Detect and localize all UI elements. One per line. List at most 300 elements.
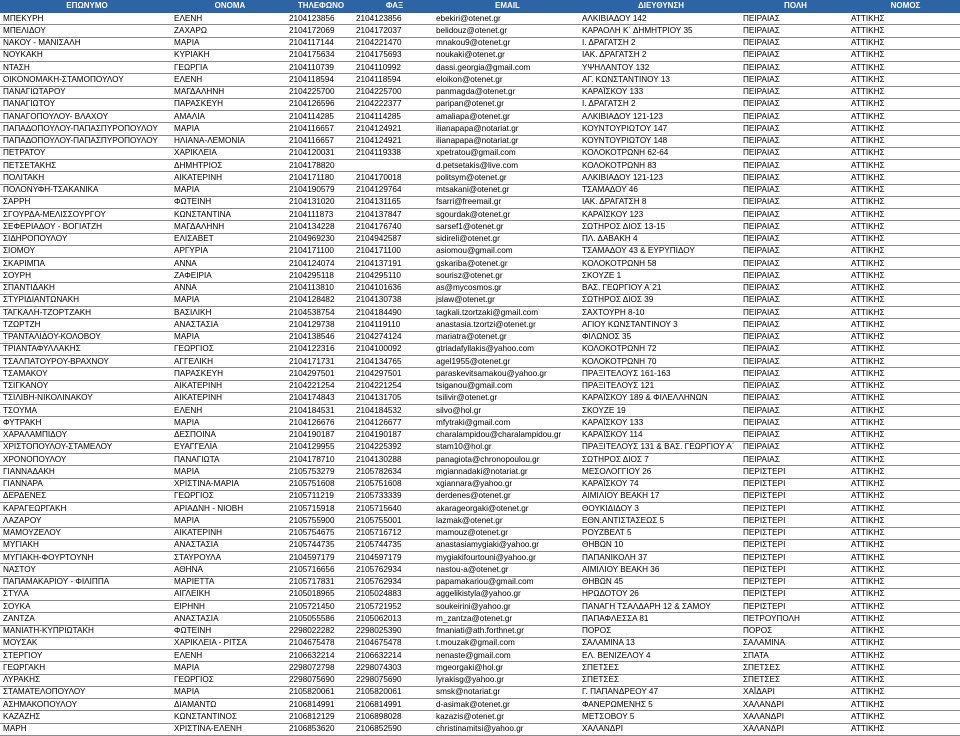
surname-cell: ΚΑΖΑΖΗΣ [0, 711, 171, 723]
prefecture-cell: ΑΤΤΙΚΗΣ [848, 650, 960, 662]
fax-cell: 2106852590 [353, 723, 433, 735]
email-cell: panagiota@chronopoulou.gr [433, 454, 579, 466]
surname-cell: ΤΣΙΛΙΒΗ-ΝΙΚΟΛΙΝΑΚΟΥ [0, 392, 171, 404]
city-cell: ΠΕΙΡΑΙΑΣ [740, 441, 848, 453]
fax-cell: 2104597179 [353, 552, 433, 564]
name-cell: ΠΑΡΑΣΚΕΥΗ [171, 98, 286, 110]
address-cell: ΣΩΤΗΡΟΣ ΔΙΟΣ 13-15 [579, 221, 740, 233]
phone-cell: 2104190187 [286, 429, 353, 441]
name-cell: ΕΛΕΝΗ [171, 405, 286, 417]
prefecture-cell: ΑΤΤΙΚΗΣ [848, 74, 960, 86]
table-row [0, 527, 960, 539]
address-cell: ΙΑΚ. ΔΡΑΓΑΤΣΗ 8 [579, 196, 740, 208]
surname-cell: ΝΑΚΟΥ - ΜΑΝΙΣΑΛΗ [0, 37, 171, 49]
prefecture-cell: ΑΤΤΙΚΗΣ [848, 196, 960, 208]
address-cell: ΑΓΙΟΥ ΚΩΝΣΤΑΝΤΙΝΟΥ 3 [579, 319, 740, 331]
name-cell: ΑΙΚΑΤΕΡΙΝΗ [171, 392, 286, 404]
phone-cell: 2105753279 [286, 466, 353, 478]
address-cell: Ι. ΔΡΑΓΑΤΣΗ 2 [579, 37, 740, 49]
fax-cell: 2104124921 [353, 123, 433, 135]
surname-cell: ΤΣΟΥΜΑ [0, 405, 171, 417]
phone-cell: 2104138546 [286, 331, 353, 343]
surname-cell: ΧΡΟΝΟΠΟΥΛΟΥ [0, 454, 171, 466]
email-cell: stam10@hol.gr [433, 441, 579, 453]
email-cell: silvo@hol.gr [433, 405, 579, 417]
email-cell: mamouz@otenet.gr [433, 527, 579, 539]
table-row [0, 478, 960, 490]
table-row [0, 515, 960, 527]
prefecture-cell: ΑΤΤΙΚΗΣ [848, 282, 960, 294]
address-cell: ΦΑΝΕΡΩΜΕΝΗΣ 5 [579, 699, 740, 711]
city-cell: ΠΕΙΡΑΙΑΣ [740, 319, 848, 331]
name-cell: ΑΝΑΣΤΑΣΙΑ [171, 613, 286, 625]
name-cell: ΓΕΩΡΓΙΟΣ [171, 674, 286, 686]
name-cell: ΦΩΤΕΙΝΗ [171, 625, 286, 637]
prefecture-cell: ΑΤΤΙΚΗΣ [848, 258, 960, 270]
name-cell: ΜΑΓΔΑΛΗΝΗ [171, 86, 286, 98]
address-cell: ΣΑΛΑΜΙΝΑ 13 [579, 637, 740, 649]
fax-cell: 2104170018 [353, 172, 433, 184]
header-name: ΟΝΟΜΑ [171, 0, 286, 13]
surname-cell: ΤΖΩΡΤΖΗ [0, 319, 171, 331]
address-cell: ΑΛΚΙΒΙΑΔΟΥ 121-123 [579, 111, 740, 123]
email-cell: d-asimak@otenet.gr [433, 699, 579, 711]
prefecture-cell: ΑΤΤΙΚΗΣ [848, 245, 960, 257]
name-cell: ΓΕΩΡΓΙΟΣ [171, 343, 286, 355]
city-cell: ΠΕΙΡΑΙΑΣ [740, 147, 848, 159]
prefecture-cell: ΑΤΤΙΚΗΣ [848, 674, 960, 686]
fax-cell: 2104190187 [353, 429, 433, 441]
table-row [0, 466, 960, 478]
prefecture-cell: ΑΤΤΙΚΗΣ [848, 466, 960, 478]
city-cell: ΠΕΙΡΑΙΑΣ [740, 111, 848, 123]
name-cell: ΕΛΕΝΗ [171, 650, 286, 662]
prefecture-cell: ΑΤΤΙΚΗΣ [848, 343, 960, 355]
city-cell: ΣΠΑΤΑ [740, 650, 848, 662]
fax-cell: 2104123856 [353, 13, 433, 25]
fax-cell: 2105762934 [353, 576, 433, 588]
city-cell: ΠΕΡΙΣΤΕΡΙ [740, 490, 848, 502]
name-cell: ΑΡΙΑΔΝΗ - ΝΙΟΒΗ [171, 503, 286, 515]
email-cell: derdenes@otenet.gr [433, 490, 579, 502]
table-row [0, 503, 960, 515]
table-row [0, 552, 960, 564]
surname-cell: ΔΕΡΔΕΝΕΣ [0, 490, 171, 502]
name-cell: ΖΑΦΕΙΡΙΑ [171, 270, 286, 282]
prefecture-cell: ΑΤΤΙΚΗΣ [848, 588, 960, 600]
surname-cell: ΠΑΠΑΜΑΚΑΡΙΟΥ - ΦΙΛΙΠΠΑ [0, 576, 171, 588]
fax-cell: 2104118594 [353, 74, 433, 86]
city-cell: ΠΕΙΡΑΙΑΣ [740, 196, 848, 208]
surname-cell: ΠΕΤΣΕΤΑΚΗΣ [0, 160, 171, 172]
prefecture-cell: ΑΤΤΙΚΗΣ [848, 98, 960, 110]
fax-cell: 2104184490 [353, 307, 433, 319]
phone-cell: 2298022282 [286, 625, 353, 637]
phone-cell: 2104129738 [286, 319, 353, 331]
fax-cell: 2104130738 [353, 294, 433, 306]
surname-cell: ΣΤΕΡΓΙΟΥ [0, 650, 171, 662]
surname-cell: ΣΑΡΡΗ [0, 196, 171, 208]
name-cell: ΑΘΗΝΑ [171, 564, 286, 576]
city-cell: ΠΕΙΡΑΙΑΣ [740, 86, 848, 98]
name-cell: ΠΑΝΑΓΙΩΤΑ [171, 454, 286, 466]
name-cell: ΑΙΚΑΤΕΡΙΝΗ [171, 380, 286, 392]
phone-cell: 2104122316 [286, 343, 353, 355]
address-cell: ΘΟΥΚΙΔΙΔΟΥ 3 [579, 503, 740, 515]
surname-cell: ΜΑΝΙΑΤΗ-ΚΥΠΡΙΩΤΑΚΗ [0, 625, 171, 637]
name-cell: ΗΛΙΑΝΑ-ΛΕΜΟΝΙΑ [171, 135, 286, 147]
city-cell: ΠΕΙΡΑΙΑΣ [740, 368, 848, 380]
phone-cell: 2104538754 [286, 307, 353, 319]
surname-cell: ΠΑΝΑΓΙΩΤΟΥ [0, 98, 171, 110]
name-cell: ΜΑΡΙΑ [171, 466, 286, 478]
prefecture-cell: ΑΤΤΙΚΗΣ [848, 503, 960, 515]
email-cell: asiomou@gmail.com [433, 245, 579, 257]
table-row [0, 368, 960, 380]
city-cell: ΠΕΡΙΣΤΕΡΙ [740, 552, 848, 564]
header-phone: ΤΗΛΕΦΩΝΟ [286, 0, 353, 13]
name-cell: ΣΤΑΥΡΟΥΛΑ [171, 552, 286, 564]
phone-cell: 2104171100 [286, 245, 353, 257]
table-row [0, 356, 960, 368]
phone-cell: 2104124074 [286, 258, 353, 270]
prefecture-cell: ΑΤΤΙΚΗΣ [848, 392, 960, 404]
email-cell: mygiakifourtouni@yahoo.gr [433, 552, 579, 564]
fax-cell: 2104221470 [353, 37, 433, 49]
email-cell: tsilivir@otenet.gr [433, 392, 579, 404]
surname-cell: ΣΕΦΕΡΙΑΔΟΥ - ΒΟΓΙΑΤΖΗ [0, 221, 171, 233]
table-row [0, 74, 960, 86]
fax-cell: 2104131165 [353, 196, 433, 208]
prefecture-cell: ΑΤΤΙΚΗΣ [848, 37, 960, 49]
name-cell: ΑΙΚΑΤΕΡΙΝΗ [171, 527, 286, 539]
city-cell: ΠΟΡΟΣ [740, 625, 848, 637]
phone-cell: 2106812129 [286, 711, 353, 723]
phone-cell: 2298075690 [286, 674, 353, 686]
address-cell: ΜΕΤΣΟΒΟΥ 5 [579, 711, 740, 723]
name-cell: ΚΩΝΣΤΑΝΤΙΝΑ [171, 209, 286, 221]
surname-cell: ΠΑΝΑΓΙΩΤΑΡΟΥ [0, 86, 171, 98]
name-cell: ΜΑΡΙΑ [171, 686, 286, 698]
city-cell: ΠΕΙΡΑΙΑΣ [740, 282, 848, 294]
phone-cell: 2105751608 [286, 478, 353, 490]
city-cell: ΠΕΙΡΑΙΑΣ [740, 172, 848, 184]
email-cell: noukaki@otenet.gr [433, 49, 579, 61]
table-row [0, 674, 960, 686]
fax-cell: 2104110992 [353, 62, 433, 74]
fax-cell: 2104176740 [353, 221, 433, 233]
prefecture-cell: ΑΤΤΙΚΗΣ [848, 270, 960, 282]
city-cell: ΠΕΙΡΑΙΑΣ [740, 331, 848, 343]
table-row [0, 392, 960, 404]
address-cell: ΒΑΣ. ΓΕΩΡΓΙΟΥ Α΄21 [579, 282, 740, 294]
table-row [0, 307, 960, 319]
phone-cell: 2106853620 [286, 723, 353, 735]
email-cell: papamakariou@gmail.com [433, 576, 579, 588]
name-cell: ΑΝΝΑ [171, 282, 286, 294]
email-cell: eloikon@otenet.gr [433, 74, 579, 86]
email-cell: lazmak@otenet.gr [433, 515, 579, 527]
table-row [0, 650, 960, 662]
prefecture-cell: ΑΤΤΙΚΗΣ [848, 160, 960, 172]
city-cell: ΠΕΙΡΑΙΑΣ [740, 245, 848, 257]
city-cell: ΧΑΛΑΝΔΡΙ [740, 699, 848, 711]
table-row [0, 576, 960, 588]
address-cell: ΑΛΚΙΒΙΑΔΟΥ 121-123 [579, 172, 740, 184]
table-row [0, 343, 960, 355]
table-row [0, 331, 960, 343]
name-cell: ΕΛΕΝΗ [171, 74, 286, 86]
table-row [0, 454, 960, 466]
email-cell: mfytraki@gmail.com [433, 417, 579, 429]
city-cell: ΠΕΙΡΑΙΑΣ [740, 417, 848, 429]
fax-cell: 2104131705 [353, 392, 433, 404]
name-cell: ΑΝΑΣΤΑΣΙΑ [171, 539, 286, 551]
name-cell: ΑΝΑΣΤΑΣΙΑ [171, 319, 286, 331]
prefecture-cell: ΑΤΤΙΚΗΣ [848, 368, 960, 380]
name-cell: ΒΑΣΙΛΙΚΗ [171, 307, 286, 319]
surname-cell: ΜΠΕΚΥΡΗ [0, 13, 171, 25]
surname-cell: ΠΟΛΙΤΑΚΗ [0, 172, 171, 184]
city-cell: ΠΕΙΡΑΙΑΣ [740, 184, 848, 196]
phone-cell: 2105711219 [286, 490, 353, 502]
fax-cell: 2104130288 [353, 454, 433, 466]
fax-cell: 2105716712 [353, 527, 433, 539]
surname-cell: ΧΑΡΑΛΑΜΠΙΔΟΥ [0, 429, 171, 441]
surname-cell: ΑΣΗΜΑΚΟΠΟΥΛΟΥ [0, 699, 171, 711]
prefecture-cell: ΑΤΤΙΚΗΣ [848, 307, 960, 319]
phone-cell: 2104114285 [286, 111, 353, 123]
email-cell: xgiannara@yahoo.gr [433, 478, 579, 490]
prefecture-cell: ΑΤΤΙΚΗΣ [848, 564, 960, 576]
fax-cell: 2106632214 [353, 650, 433, 662]
email-cell: mariatra@otenet.gr [433, 331, 579, 343]
table-row [0, 294, 960, 306]
fax-cell: 2104274124 [353, 331, 433, 343]
address-cell: ΠΟΡΟΣ [579, 625, 740, 637]
name-cell: ΔΕΣΠΟΙΝΑ [171, 429, 286, 441]
fax-cell: 2105733339 [353, 490, 433, 502]
header-fax: ΦΑΞ [353, 0, 433, 13]
surname-cell: ΓΙΑΝΝΑΔΑΚΗ [0, 466, 171, 478]
fax-cell: 2104119110 [353, 319, 433, 331]
prefecture-cell: ΑΤΤΙΚΗΣ [848, 527, 960, 539]
header-prefecture: ΝΟΜΟΣ [848, 0, 960, 13]
address-cell: ΕΘΝ.ΑΝΤΙΣΤΑΣΕΩΣ 5 [579, 515, 740, 527]
surname-cell: ΜΥΓΙΑΚΗ-ΦΟΥΡΤΟΥΝΗ [0, 552, 171, 564]
surname-cell: ΣΤΥΛΑ [0, 588, 171, 600]
phone-cell: 2104221254 [286, 380, 353, 392]
prefecture-cell: ΑΤΤΙΚΗΣ [848, 135, 960, 147]
city-cell: ΠΕΙΡΑΙΑΣ [740, 307, 848, 319]
address-cell: ΑΙΜΙΛΙΟΥ ΒΕΑΚΗ 36 [579, 564, 740, 576]
city-cell: ΣΠΕΤΣΕΣ [740, 662, 848, 674]
surname-cell: ΣΓΟΥΡΔΑ-ΜΕΛΙΣΣΟΥΡΓΟΥ [0, 209, 171, 221]
surname-cell: ΤΡΑΝΤΑΛΙΔΟΥ-ΚΟΛΟΒΟΥ [0, 331, 171, 343]
email-cell: nenaste@gmail.com [433, 650, 579, 662]
phone-cell: 2105018965 [286, 588, 353, 600]
phone-cell: 2104113810 [286, 282, 353, 294]
prefecture-cell: ΑΤΤΙΚΗΣ [848, 613, 960, 625]
city-cell: ΠΕΙΡΑΙΑΣ [740, 25, 848, 37]
city-cell: ΠΕΡΙΣΤΕΡΙ [740, 515, 848, 527]
surname-cell: ΤΑΓΚΑΛΗ-ΤΖΟΡΤΖΑΚΗ [0, 307, 171, 319]
city-cell: ΧΑΛΑΝΔΡΙ [740, 723, 848, 735]
phone-cell: 2104131020 [286, 196, 353, 208]
phone-cell: 2104171180 [286, 172, 353, 184]
name-cell: ΜΑΡΙΑ [171, 123, 286, 135]
fax-cell: 2105721952 [353, 601, 433, 613]
fax-cell: 2298074303 [353, 662, 433, 674]
prefecture-cell: ΑΤΤΙΚΗΣ [848, 49, 960, 61]
address-cell: ΠΡΑΞΙΤΕΛΟΥΣ 161-163 [579, 368, 740, 380]
table-row [0, 86, 960, 98]
table-row [0, 160, 960, 172]
address-cell: ΚΟΛΟΚΟΤΡΩΝΗ 72 [579, 343, 740, 355]
address-cell: Ι. ΔΡΑΓΑΤΣΗ 2 [579, 98, 740, 110]
phone-cell: 2298072798 [286, 662, 353, 674]
prefecture-cell: ΑΤΤΙΚΗΣ [848, 552, 960, 564]
name-cell: ΚΩΝΣΤΑΝΤΙΝΟΣ [171, 711, 286, 723]
address-cell: ΚΟΥΝΤΟΥΡΙΩΤΟΥ 148 [579, 135, 740, 147]
phone-cell: 2104225700 [286, 86, 353, 98]
surname-cell: ΣΠΑΝΤΙΔΑΚΗ [0, 282, 171, 294]
city-cell: ΣΠΕΤΣΕΣ [740, 674, 848, 686]
prefecture-cell: ΑΤΤΙΚΗΣ [848, 723, 960, 735]
phone-cell: 2105717831 [286, 576, 353, 588]
surname-cell: ΝΤΑΣΗ [0, 62, 171, 74]
surname-cell: ΠΟΛΟΝΥΦΗ-ΤΣΑΚΑΝΙΚΑ [0, 184, 171, 196]
email-cell: dassi.georgia@gmail.com [433, 62, 579, 74]
phone-cell: 2105755900 [286, 515, 353, 527]
city-cell: ΠΕΡΙΣΤΕΡΙ [740, 466, 848, 478]
table-row [0, 98, 960, 110]
phone-cell: 2105721450 [286, 601, 353, 613]
surname-cell: ΤΣΑΛΠΑΤΟΥΡΟΥ-ΒΡΑΧΝΟΥ [0, 356, 171, 368]
surname-cell: ΜΟΥΣΑΚ [0, 637, 171, 649]
surname-cell: ΣΙΟΜΟΥ [0, 245, 171, 257]
city-cell: ΠΕΡΙΣΤΕΡΙ [740, 527, 848, 539]
city-cell: ΠΕΙΡΑΙΑΣ [740, 98, 848, 110]
name-cell: ΜΑΡΙΑ [171, 662, 286, 674]
email-cell: mnakou9@otenet.gr [433, 37, 579, 49]
header-row [0, 0, 960, 13]
address-cell: ΠΑΠΑΦΛΕΣΣΑ 81 [579, 613, 740, 625]
email-cell: kazazis@otenet.gr [433, 711, 579, 723]
surname-cell: ΜΑΜΟΥΖΕΛΟΥ [0, 527, 171, 539]
email-cell: christinamitsi@yahoo.gr [433, 723, 579, 735]
city-cell: ΠΕΙΡΑΙΑΣ [740, 123, 848, 135]
address-cell: ΠΡΑΞΙΤΕΛΟΥΣ 121 [579, 380, 740, 392]
email-cell: soukeirini@yahoo.gr [433, 601, 579, 613]
fax-cell: 2104675478 [353, 637, 433, 649]
email-cell: ilianapapa@notariat.gr [433, 123, 579, 135]
table-row [0, 662, 960, 674]
address-cell: ΚΑΡΑΪΣΚΟΥ 114 [579, 429, 740, 441]
fax-cell: 2104171100 [353, 245, 433, 257]
fax-cell: 2104221254 [353, 380, 433, 392]
name-cell: ΜΑΡΙΑ [171, 331, 286, 343]
name-cell: ΧΑΡΙΚΛΕΙΑ - ΡΙΤΣΑ [171, 637, 286, 649]
email-cell: nastou-a@otenet.gr [433, 564, 579, 576]
prefecture-cell: ΑΤΤΙΚΗΣ [848, 515, 960, 527]
phone-cell: 2104171731 [286, 356, 353, 368]
table-body [0, 13, 960, 736]
name-cell: ΑΓΓΕΛΙΚΗ [171, 356, 286, 368]
address-cell: ΣΑΧΤΟΥΡΗ 8-10 [579, 307, 740, 319]
table-row [0, 111, 960, 123]
phone-cell: 2104969230 [286, 233, 353, 245]
phone-cell: 2104129955 [286, 441, 353, 453]
fax-cell: 2104119338 [353, 147, 433, 159]
city-cell: ΠΕΡΙΣΤΕΡΙ [740, 576, 848, 588]
address-cell: ΚΟΥΝΤΟΥΡΙΩΤΟΥ 147 [579, 123, 740, 135]
table-row [0, 380, 960, 392]
prefecture-cell: ΑΤΤΙΚΗΣ [848, 539, 960, 551]
address-cell: ΘΗΒΩΝ 45 [579, 576, 740, 588]
city-cell: ΠΕΙΡΑΙΑΣ [740, 258, 848, 270]
table-row [0, 711, 960, 723]
city-cell: ΠΕΡΙΣΤΕΡΙ [740, 601, 848, 613]
prefecture-cell: ΑΤΤΙΚΗΣ [848, 123, 960, 135]
phone-cell: 2105744735 [286, 539, 353, 551]
city-cell: ΠΕΙΡΑΙΑΣ [740, 13, 848, 25]
city-cell: ΠΕΙΡΑΙΑΣ [740, 49, 848, 61]
table-row [0, 539, 960, 551]
email-cell: xpetratou@gmail.com [433, 147, 579, 159]
prefecture-cell: ΑΤΤΙΚΗΣ [848, 637, 960, 649]
phone-cell: 2104111873 [286, 209, 353, 221]
phone-cell: 2104675478 [286, 637, 353, 649]
phone-cell: 2104118594 [286, 74, 353, 86]
table-row [0, 637, 960, 649]
prefecture-cell: ΑΤΤΙΚΗΣ [848, 490, 960, 502]
surname-cell: ΣΟΥΡΗ [0, 270, 171, 282]
email-cell: lyrakisg@yahoo.gr [433, 674, 579, 686]
address-cell: ΣΠΕΤΣΕΣ [579, 662, 740, 674]
city-cell: ΧΑΪΔΑΡΙ [740, 686, 848, 698]
fax-cell: 2106814991 [353, 699, 433, 711]
email-cell: ebekiri@otenet.gr [433, 13, 579, 25]
fax-cell: 2298075690 [353, 674, 433, 686]
prefecture-cell: ΑΤΤΙΚΗΣ [848, 209, 960, 221]
email-cell: agel1955@otenet.gr [433, 356, 579, 368]
address-cell: ΙΑΚ. ΔΡΑΓΑΤΣΗ 2 [579, 49, 740, 61]
address-cell: ΣΚΟΥΖΕ 1 [579, 270, 740, 282]
phone-cell: 2104178820 [286, 160, 353, 172]
table-row [0, 405, 960, 417]
fax-cell: 2104129764 [353, 184, 433, 196]
table-row [0, 147, 960, 159]
name-cell: ΜΑΡΙΑ [171, 294, 286, 306]
email-cell: politsym@otenet.gr [433, 172, 579, 184]
email-cell: panmagda@otenet.gr [433, 86, 579, 98]
email-cell: paripan@otenet.gr [433, 98, 579, 110]
city-cell: ΧΑΛΑΝΔΡΙ [740, 711, 848, 723]
table-row [0, 625, 960, 637]
city-cell: ΠΕΡΙΣΤΕΡΙ [740, 503, 848, 515]
address-cell: ΣΠΕΤΣΕΣ [579, 674, 740, 686]
table-row [0, 233, 960, 245]
address-cell: ΚΑΡΑΪΣΚΟΥ 189 & ΦΙΛΕΛΛΗΝΩΝ [579, 392, 740, 404]
email-cell: charalampidou@charalampidou.gr [433, 429, 579, 441]
address-cell: ΣΩΤΗΡΟΣ ΔΙΟΣ 39 [579, 294, 740, 306]
phone-cell: 2104174843 [286, 392, 353, 404]
email-cell: m_zantza@otenet.gr [433, 613, 579, 625]
surname-cell: ΠΕΤΡΑΤΟΥ [0, 147, 171, 159]
fax-cell: 2104297501 [353, 368, 433, 380]
address-cell: ΚΟΛΟΚΟΤΡΩΝΗ 70 [579, 356, 740, 368]
